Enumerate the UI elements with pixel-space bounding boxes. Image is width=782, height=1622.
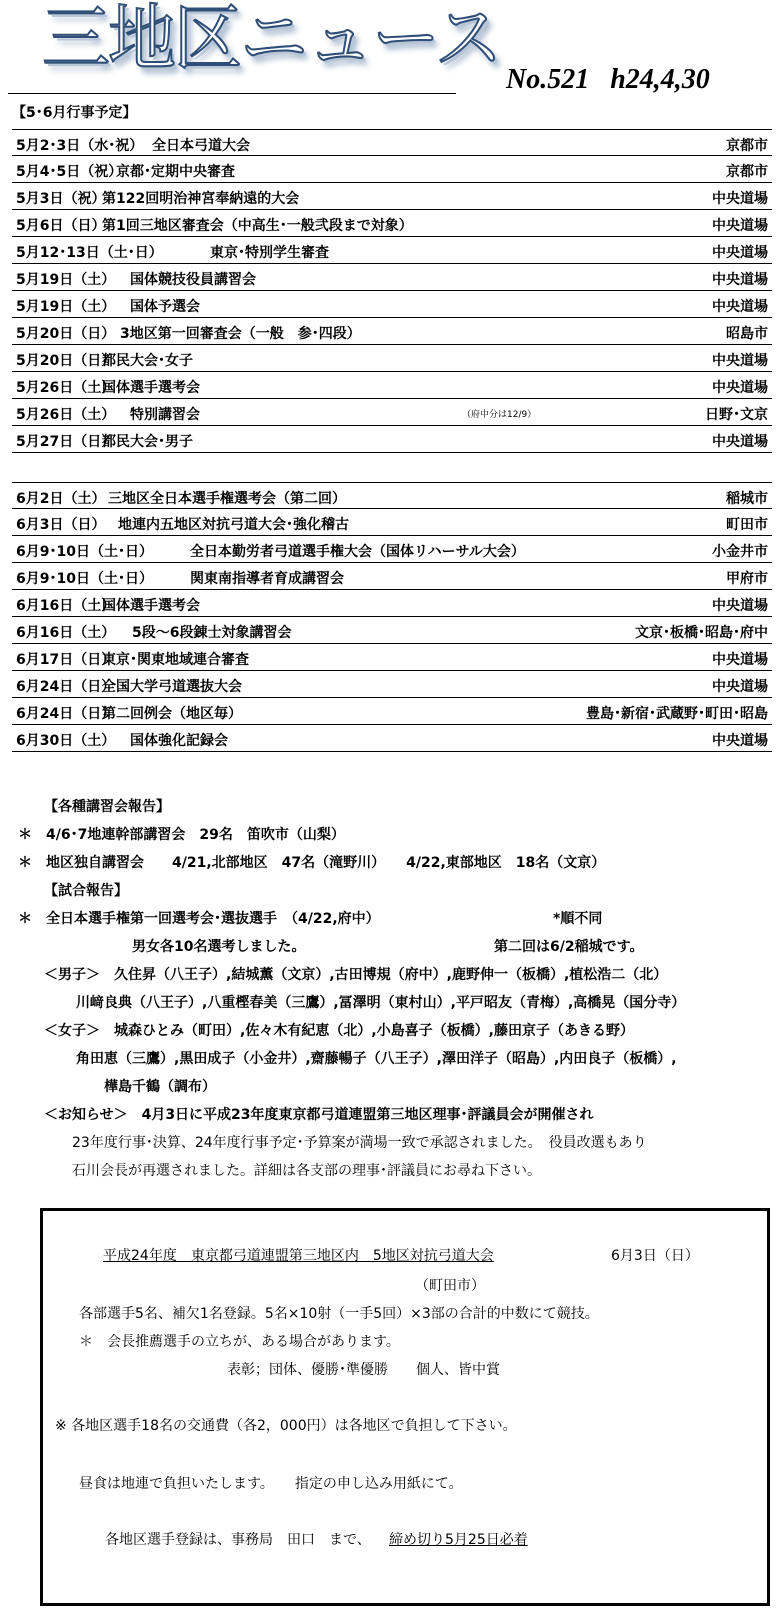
schedule-date: 6月9･10日（土･日）: [16, 544, 153, 560]
schedule-date: 6月24日（日）: [16, 679, 116, 695]
schedule-row: [12, 237, 772, 264]
notice-line-1: ＜お知らせ＞ 4月3日に平成23年度東京都弓道連盟第三地区理事･評議員会が開催され: [44, 1107, 594, 1123]
schedule-event: 5段～6段錬士対象講習会: [132, 625, 292, 641]
notice-line-3: 石川会長が再選されました。詳細は各支部の理事･評議員にお尋ね下さい。: [72, 1163, 541, 1179]
schedule-row: [12, 210, 772, 237]
schedule-event: 三地区全日本選手権選考会（第二回）: [108, 491, 346, 507]
tournament-deadline: 締め切り5月25日必着: [389, 1532, 528, 1548]
schedule-location: 中央道場: [712, 679, 768, 695]
schedule-row: [12, 399, 772, 426]
schedule-location: 中央道場: [712, 434, 768, 450]
schedule-row: [12, 617, 772, 644]
schedule-date: 6月16日（土）: [16, 598, 116, 614]
match-report-1: ＊ 全日本選手権第一回選考会･選抜選手 （4/22,府中）: [18, 911, 380, 927]
schedule-event: 国体競技役員講習会: [130, 272, 256, 288]
schedule-date: 5月26日（土）: [16, 380, 116, 396]
schedule-date: 6月30日（土）: [16, 733, 116, 749]
schedule-row: [12, 698, 772, 725]
tournament-date: 6月3日（日）: [611, 1248, 699, 1264]
schedule-location: 小金井市: [712, 544, 768, 560]
schedule-row: [12, 590, 772, 617]
tournament-awards: 表彰；団体、優勝･準優勝 個人、皆中賞: [227, 1362, 500, 1378]
schedule-location: 中央道場: [712, 652, 768, 668]
schedule-date: 6月16日（土）: [16, 625, 116, 641]
schedule-row: [12, 156, 772, 183]
schedule-row: [12, 345, 772, 372]
schedule-location: 京都市: [726, 138, 768, 154]
schedule-event: 関東南指導者育成講習会: [190, 571, 344, 587]
schedule-date: 5月3日（祝）: [16, 191, 106, 207]
issue-info: [506, 64, 710, 96]
schedule-event: 東京･関東地域連合審査: [102, 652, 249, 668]
schedule-location: 日野･文京: [705, 407, 768, 423]
schedule-row: [12, 264, 772, 291]
schedule-date: 5月2･3日（水･祝）: [16, 138, 144, 154]
schedule-date: 5月6日（日）: [16, 218, 106, 234]
schedule-location: 稲城市: [726, 491, 768, 507]
schedule-date: 5月26日（土）: [16, 407, 116, 423]
schedule-location: 甲府市: [726, 571, 768, 587]
schedule-location: 文京･板橋･昭島･府中: [635, 625, 768, 641]
match-report-2b: 第二回は6/2稲城です。: [494, 939, 644, 955]
may-schedule-table: [12, 129, 772, 453]
schedule-event: 第1回三地区審査会（中高生･一般弐段まで対象）: [102, 218, 413, 234]
schedule-event: 第二回例会（地区毎）: [102, 706, 242, 722]
schedule-row: [12, 563, 772, 590]
schedule-location: 中央道場: [712, 299, 768, 315]
schedule-event: 全国大学弓道選抜大会: [102, 679, 242, 695]
schedule-row: [12, 725, 772, 752]
women-selection-2: 角田恵（三鷹）,黒田成子（小金井）,齋藤暢子（八王子）,澤田洋子（昭島）,内田良子（板橋）,: [76, 1051, 677, 1067]
match-report-2a: 男女各10名選考しました。: [132, 939, 306, 955]
tournament-transport-note: ※ 各地区選手18名の交通費（各2，000円）は各地区で負担して下さい。: [55, 1418, 517, 1434]
schedule-row: [12, 482, 772, 509]
tournament-format: 各部選手5名、補欠1名登録。5名×10射（一手5回）×3部の合計的中数にて競技。: [79, 1306, 599, 1322]
schedule-event: 都民大会･女子: [102, 353, 193, 369]
schedule-location: 中央道場: [712, 598, 768, 614]
schedule-row: [12, 644, 772, 671]
schedule-location: 中央道場: [712, 245, 768, 261]
schedule-location: 豊島･新宿･武蔵野･町田･昭島: [586, 706, 768, 722]
schedule-location: 京都市: [726, 164, 768, 180]
schedule-date: 5月4･5日（祝）: [16, 164, 123, 180]
schedule-row: [12, 318, 772, 345]
schedule-event: 3地区第一回審査会（一般 参･四段）: [120, 326, 361, 342]
issue-date: h24,4,30: [610, 64, 710, 95]
schedule-event: 国体選手選考会: [102, 380, 200, 396]
title-underline: [8, 93, 456, 94]
schedule-date: 5月27日（日）: [16, 434, 116, 450]
schedule-location: 町田市: [726, 517, 768, 533]
schedule-date: 6月24日（日）: [16, 706, 116, 722]
schedule-row: [12, 183, 772, 210]
match-report-order-note: *順不同: [553, 911, 603, 927]
schedule-note: （府中分は12/9）: [462, 410, 537, 420]
match-report-heading: 【試合報告】: [44, 883, 128, 899]
schedule-location: 中央道場: [712, 191, 768, 207]
men-selection-2: 川﨑良典（八王子）,八重樫春美（三鷹）,冨澤明（東村山）,平戸昭友（青梅）,高橋晃（国分寺）: [76, 995, 686, 1011]
schedule-date: 5月19日（土）: [16, 299, 116, 315]
schedule-location: 中央道場: [712, 380, 768, 396]
schedule-event: 特別講習会: [130, 407, 200, 423]
schedule-event: 全日本勤労者弓道選手権大会（国体リハーサル大会）: [190, 544, 525, 560]
schedule-event: 地連内五地区対抗弓道大会･強化稽古: [118, 517, 349, 533]
schedule-date: 6月2日（土）: [16, 491, 106, 507]
schedule-row: [12, 291, 772, 318]
schedule-event: 東京･特別学生審査: [210, 245, 329, 261]
lecture-report-2: ＊ 地区独自講習会 4/21,北部地区 47名（滝野川） 4/22,東部地区 18名（文京）: [18, 855, 606, 871]
men-selection-1: ＜男子＞ 久住昇（八王子）,結城薫（文京）,古田博規（府中）,鹿野伸一（板橋）,植松浩二（北）: [44, 967, 668, 983]
schedule-location: 昭島市: [726, 326, 768, 342]
schedule-date: 5月19日（土）: [16, 272, 116, 288]
women-selection-3: 樺島千鶴（調布）: [104, 1079, 216, 1095]
schedule-row: [12, 426, 772, 453]
schedule-location: 中央道場: [712, 733, 768, 749]
newsletter-title: 三地区ニュース: [42, 0, 501, 81]
schedule-date: 5月20日（日）: [16, 326, 116, 342]
schedule-event: 全日本弓道大会: [152, 138, 250, 154]
schedule-row: [12, 372, 772, 399]
schedule-row: [12, 509, 772, 536]
schedule-heading: 【5･6月行事予定】: [12, 105, 137, 121]
tournament-info-box: [40, 1208, 770, 1606]
schedule-date: 5月12･13日（土･日）: [16, 245, 163, 261]
tournament-title: 平成24年度 東京都弓道連盟第三地区内 5地区対抗弓道大会: [103, 1248, 494, 1264]
schedule-location: 中央道場: [712, 218, 768, 234]
schedule-location: 中央道場: [712, 272, 768, 288]
schedule-event: 国体予選会: [130, 299, 200, 315]
tournament-recommend-note: ＊ 会長推薦選手の立ちが、ある場合があります。: [79, 1334, 400, 1350]
schedule-row: [12, 671, 772, 698]
schedule-row: [12, 129, 772, 156]
schedule-row: [12, 536, 772, 563]
women-selection-1: ＜女子＞ 城森ひとみ（町田）,佐々木有紀恵（北）,小島喜子（板橋）,藤田京子（あきる野）: [44, 1023, 634, 1039]
schedule-event: 第122回明治神宮奉納遠的大会: [102, 191, 300, 207]
issue-number: No.521: [506, 64, 590, 95]
schedule-date: 5月20日（日）: [16, 353, 116, 369]
schedule-event: 国体強化記録会: [130, 733, 228, 749]
lecture-report-1: ＊ 4/6･7地連幹部講習会 29名 笛吹市（山梨）: [18, 827, 345, 843]
schedule-event: 都民大会･男子: [102, 434, 193, 450]
june-schedule-table: [12, 482, 772, 752]
schedule-location: 中央道場: [712, 353, 768, 369]
schedule-date: 6月9･10日（土･日）: [16, 571, 153, 587]
notice-line-2: 23年度行事･決算、24年度行事予定･予算案が満場一致で承認されました。 役員改選もあり: [72, 1135, 647, 1151]
tournament-lunch-note: 昼食は地連で負担いたします。 指定の申し込み用紙にて。: [79, 1476, 463, 1492]
schedule-date: 6月3日（日）: [16, 517, 106, 533]
tournament-venue: （町田市）: [415, 1278, 485, 1294]
schedule-date: 6月17日（日）: [16, 652, 116, 668]
tournament-registration: 各地区選手登録は、事務局 田口 まで、: [105, 1532, 371, 1548]
schedule-event: 国体選手選考会: [102, 598, 200, 614]
schedule-event: 京都･定期中央審査: [116, 164, 235, 180]
lecture-report-heading: 【各種講習会報告】: [44, 799, 170, 815]
